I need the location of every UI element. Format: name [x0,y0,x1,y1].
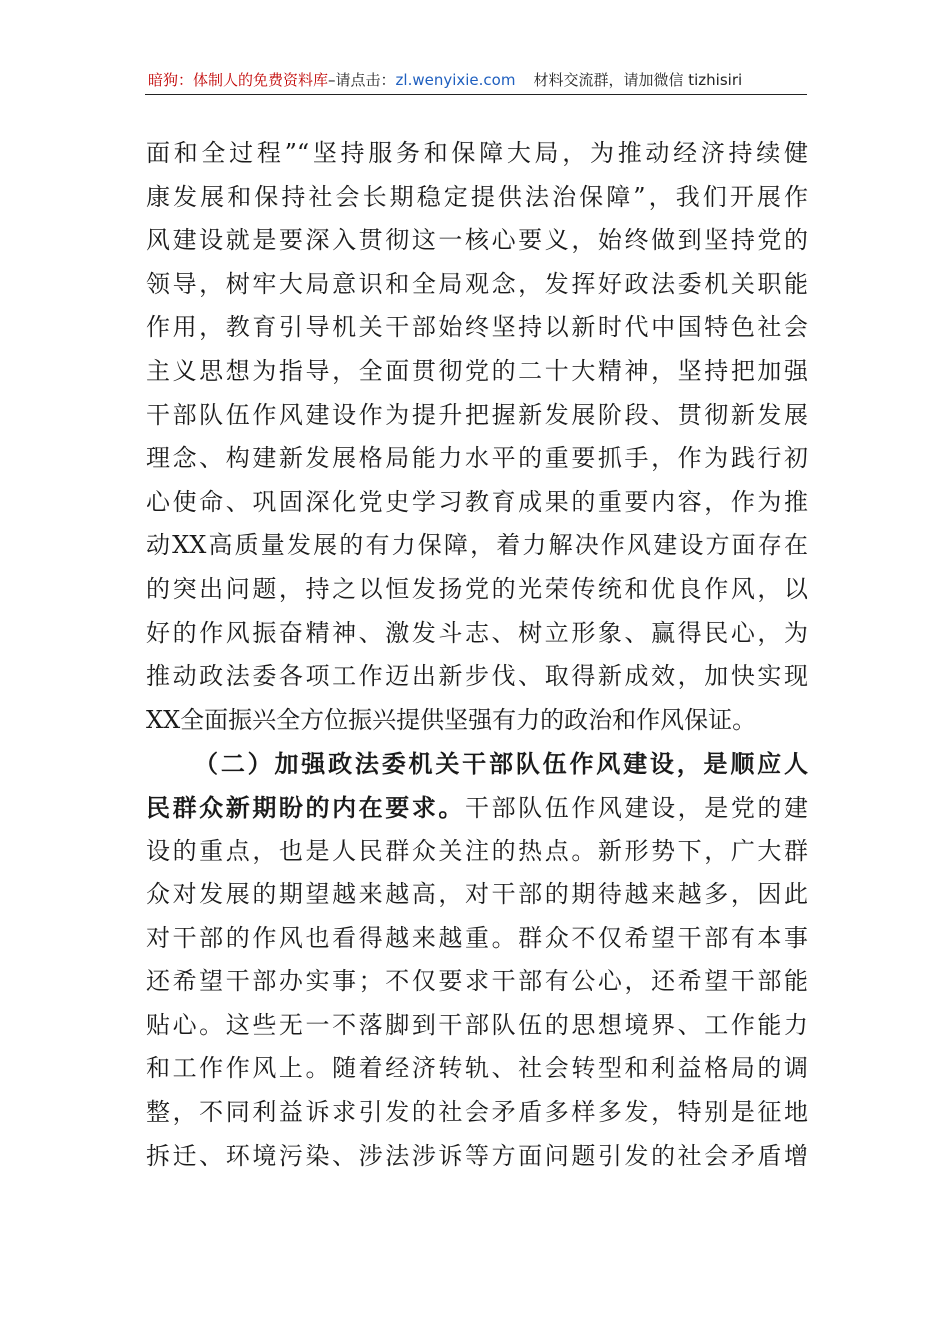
section-heading-line: （二）加强政法委机关干部队伍作风建设，是顺应人 [194,749,808,779]
header-note: 材料交流群，请加微信 tizhisiri [533,71,743,89]
paragraph-text: 干部队伍作风建设，是党的建 [465,793,808,822]
paragraph-line: 康发展和保持社会长期稳定提供法治保障”，我们开展作 [146,182,808,211]
header-divider [145,94,807,95]
paragraph-line: 干部队伍作风建设作为提升把握新发展阶段、贯彻新发展 [146,400,808,429]
paragraph-line: 和工作作风上。随着经济转轨、社会转型和利益格局的调 [146,1054,808,1083]
section-heading-end: 民群众新期盼的内在要求。 [146,792,465,822]
paragraph-line: 领导，树牢大局意识和全局观念，发挥好政法委机关职能 [146,269,808,298]
header-brand: 暗狗：体制人的免费资料库 [148,71,329,89]
paragraph-line: XX全面振兴全方位振兴提供坚强有力的政治和作风保证。 [146,705,757,734]
paragraph-line [146,786,808,830]
paragraph-line: 风建设就是要深入贯彻这一核心要义，始终做到坚持党的 [146,226,808,255]
paragraph-line: 好的作风振奋精神、激发斗志、树立形象、赢得民心，为 [146,618,808,647]
paragraph-line: 众对发展的期望越来越高，对干部的期待越来越多，因此 [146,880,808,909]
header-separator: –请点击： [328,71,396,89]
paragraph-line: 拆迁、环境污染、涉法涉诉等方面问题引发的社会矛盾增 [146,1141,808,1170]
page-header [148,68,808,96]
body-text [146,132,808,1178]
paragraph-line: 设的重点，也是人民群众关注的热点。新形势下，广大群 [146,836,808,865]
header-site-link[interactable]: zl.wenyixie.com [395,71,516,89]
paragraph-line: 理念、构建新发展格局能力水平的重要抓手，作为践行初 [146,444,808,473]
paragraph-line: 对干部的作风也看得越来越重。群众不仅希望干部有本事 [146,923,808,952]
paragraph-line: 动XX高质量发展的有力保障，着力解决作风建设方面存在 [146,531,808,560]
paragraph-line: 的突出问题，持之以恒发扬党的光荣传统和优良作风，以 [146,574,808,603]
paragraph-line: 推动政法委各项工作迈出新步伐、取得新成效，加快实现 [146,662,808,691]
paragraph-line: 心使命、巩固深化党史学习教育成果的重要内容，作为推 [146,487,808,516]
paragraph-line: 还希望干部办实事；不仅要求干部有公心，还希望干部能 [146,967,808,996]
paragraph-line: 作用，教育引导机关干部始终坚持以新时代中国特色社会 [146,313,808,342]
paragraph-line: 整，不同利益诉求引发的社会矛盾多样多发，特别是征地 [146,1098,808,1127]
paragraph-line: 面和全过程”“坚持服务和保障大局，为推动经济持续健 [146,139,808,167]
paragraph-line: 贴心。这些无一不落脚到干部队伍的思想境界、工作能力 [146,1010,808,1039]
paragraph-line: 主义思想为指导，全面贯彻党的二十大精神，坚持把加强 [146,356,808,385]
